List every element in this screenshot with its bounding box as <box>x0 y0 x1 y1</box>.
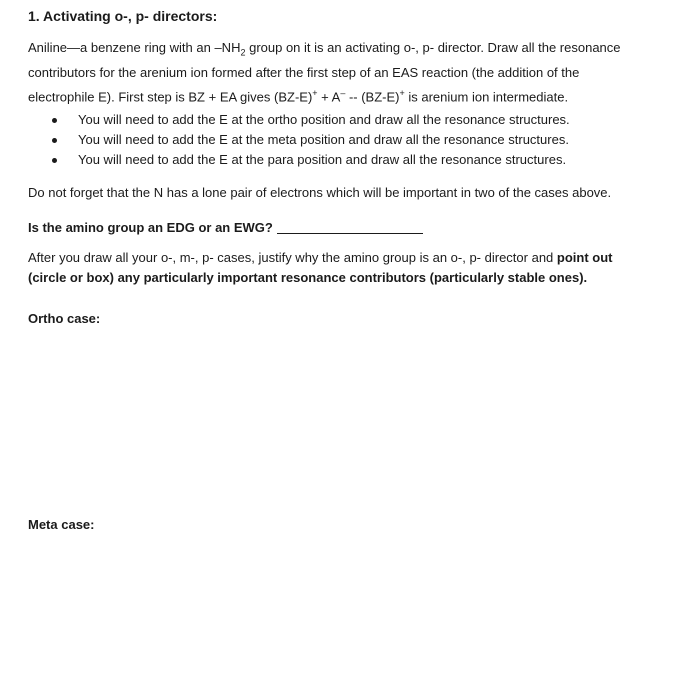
justify-line-2: (circle or box) any particularly important resonance contributors (particularly stable ones). <box>28 270 588 285</box>
intro-line-1-a: Aniline—a benzene ring with an –NH <box>28 40 241 55</box>
lone-pair-note: Do not forget that the N has a lone pair of electrons which will be important in two of the cases above. <box>28 185 612 200</box>
bullet-icon <box>52 158 57 163</box>
intro-line-3-b: + A <box>317 88 341 104</box>
justify-line-1-a: After you draw all your o-, m-, p- cases, justify why the amino group is an o-, p- director and <box>28 250 557 265</box>
list-item <box>52 110 570 130</box>
intro-line-1-b: group on it is an activating o-, p- director. Draw all the resonance <box>245 40 621 55</box>
intro-line-3-d: is arenium ion intermediate. <box>404 88 569 104</box>
meta-case-label: Meta case: <box>28 517 95 532</box>
list-item <box>52 150 570 170</box>
charge-sup-2: – <box>340 87 346 98</box>
justify-paragraph <box>28 248 668 288</box>
justify-point-out: point out <box>556 250 613 265</box>
charge-sup-3: + <box>399 87 405 98</box>
intro-line-1 <box>28 38 668 63</box>
intro-paragraph <box>28 38 668 107</box>
list-item-text: You will need to add the E at the ortho position and draw all the resonance structures. <box>78 112 570 127</box>
list-item <box>52 130 570 150</box>
answer-blank[interactable] <box>277 233 423 234</box>
bullet-icon <box>52 118 57 123</box>
justify-line-1 <box>28 248 668 268</box>
list-item-text: You will need to add the E at the meta position and draw all the resonance structures. <box>78 132 569 147</box>
instruction-list <box>52 110 570 170</box>
edg-ewg-question <box>28 220 423 235</box>
list-item-text: You will need to add the E at the para position and draw all the resonance structures. <box>78 152 567 167</box>
intro-line-3 <box>28 83 668 107</box>
intro-line-3-c: -- (BZ-E) <box>345 88 400 104</box>
nh2-subscript: 2 <box>240 47 246 58</box>
section-title: 1. Activating o-, p- directors: <box>28 8 218 24</box>
charge-sup-1: + <box>312 87 318 98</box>
intro-line-3-a: electrophile E). First step is BZ + EA gives (BZ-E) <box>28 88 313 104</box>
ortho-case-label: Ortho case: <box>28 311 101 326</box>
question-text: Is the amino group an EDG or an EWG? <box>28 220 273 235</box>
intro-line-2: contributors for the arenium ion formed after the first step of an EAS reaction (the addition of the <box>28 64 580 80</box>
bullet-icon <box>52 138 57 143</box>
